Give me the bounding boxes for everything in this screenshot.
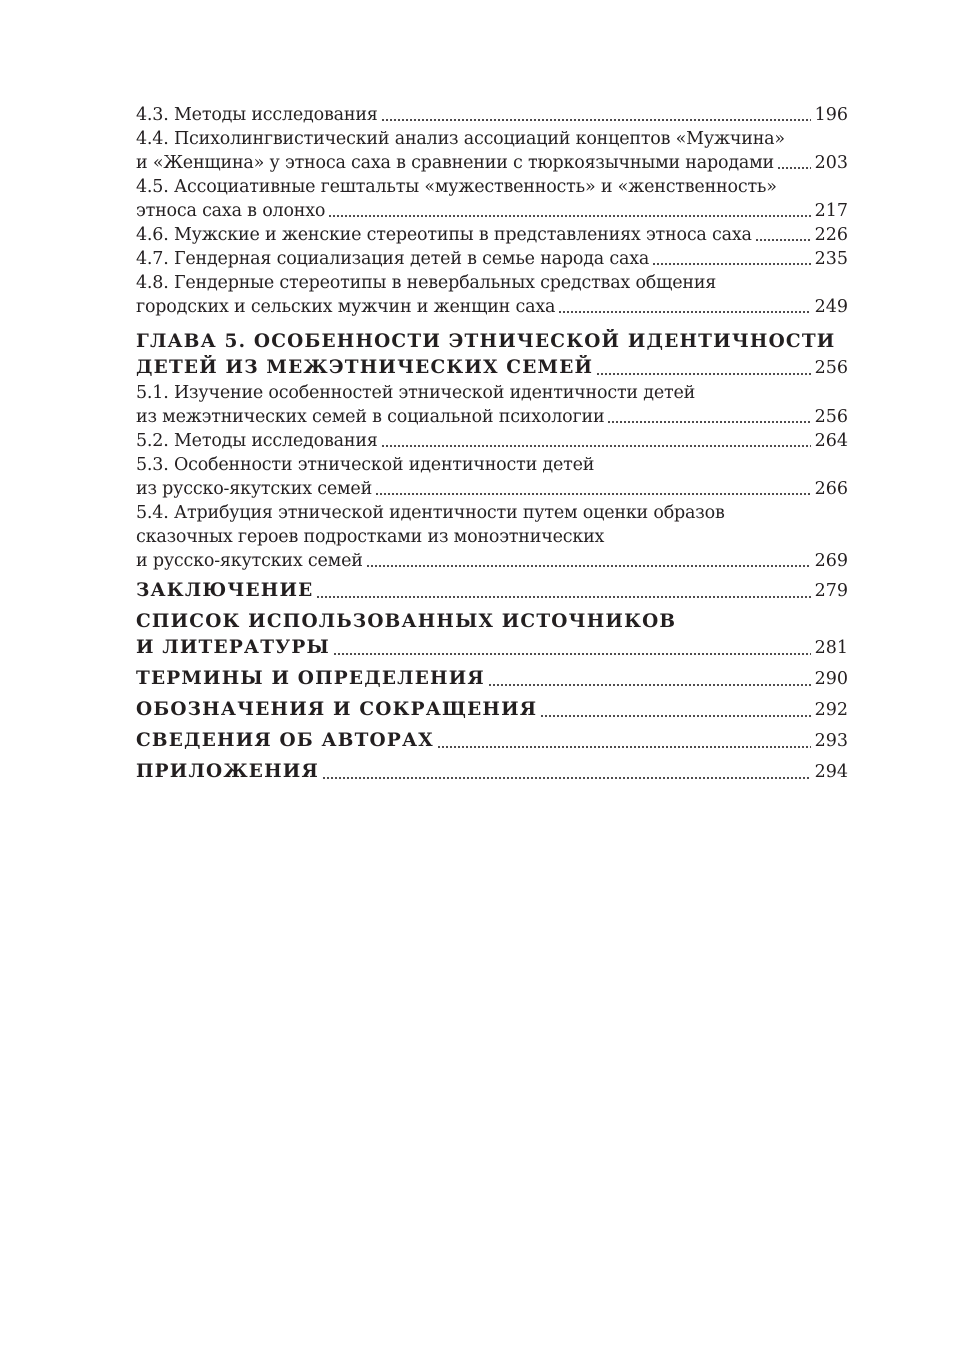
toc-entry-line xyxy=(136,666,848,692)
toc-page-number: 279 xyxy=(814,581,848,601)
toc-entry-title: ГЛАВА 5. ОСОБЕННОСТИ ЭТНИЧЕСКОЙ ИДЕНТИЧНОСТИ xyxy=(136,331,836,352)
toc-entry-title: 4.5. Ассоциативные гештальты «мужественность» и «женственность» xyxy=(136,177,777,197)
toc-entry-title: 5.4. Атрибуция этнической идентичности путем оценки образов xyxy=(136,503,725,523)
dot-leader xyxy=(437,746,811,748)
toc-entry-title: из русско-якутских семей xyxy=(136,479,373,499)
table-of-contents xyxy=(136,103,848,785)
toc-entry-line xyxy=(136,477,848,501)
toc-chapter-entry xyxy=(136,578,848,604)
dot-leader xyxy=(596,373,810,375)
toc-chapter-entry xyxy=(136,728,848,754)
toc-page-number: 217 xyxy=(814,201,848,221)
toc-section-entry xyxy=(136,429,848,453)
toc-entry-line xyxy=(136,609,848,635)
toc-entry-title: этноса саха в олонхо xyxy=(136,201,326,221)
toc-page-number: 269 xyxy=(814,551,848,571)
toc-section-entry xyxy=(136,453,848,501)
toc-entry-title: 4.6. Мужские и женские стереотипы в представлениях этноса саха xyxy=(136,225,752,245)
toc-page-number: 294 xyxy=(814,762,848,782)
toc-entry-line xyxy=(136,175,848,199)
toc-section-entry xyxy=(136,103,848,127)
toc-entry-line xyxy=(136,103,848,127)
toc-entry-title: 5.2. Методы исследования xyxy=(136,431,378,451)
toc-entry-title: 5.1. Изучение особенностей этнической идентичности детей xyxy=(136,383,696,403)
toc-entry-line xyxy=(136,405,848,429)
toc-entry-title: и «Женщина» у этноса саха в сравнении с тюркоязычными народами xyxy=(136,153,775,173)
toc-page-number: 264 xyxy=(814,431,848,451)
toc-chapter-entry xyxy=(136,329,848,381)
toc-entry-line xyxy=(136,355,848,381)
toc-section-entry xyxy=(136,247,848,271)
toc-entry-line xyxy=(136,635,848,661)
toc-page-number: 266 xyxy=(814,479,848,499)
toc-entry-title: 5.3. Особенности этнической идентичности детей xyxy=(136,455,595,475)
toc-entry-line xyxy=(136,151,848,175)
dot-leader xyxy=(558,311,810,313)
dot-leader xyxy=(652,263,810,265)
toc-section-entry xyxy=(136,223,848,247)
toc-page-number: 203 xyxy=(814,153,848,173)
toc-chapter-entry xyxy=(136,609,848,661)
toc-entry-title: 4.8. Гендерные стереотипы в невербальных средствах общения xyxy=(136,273,717,293)
toc-entry-line xyxy=(136,697,848,723)
toc-section-entry xyxy=(136,501,848,573)
toc-page-number: 196 xyxy=(814,105,848,125)
toc-entry-line xyxy=(136,329,848,355)
dot-leader xyxy=(381,445,811,447)
toc-page-number: 293 xyxy=(814,731,848,751)
toc-page-number: 256 xyxy=(814,407,848,427)
toc-entry-line xyxy=(136,295,848,319)
toc-entry-line xyxy=(136,247,848,271)
toc-page-number: 256 xyxy=(814,358,848,378)
toc-entry-title: ДЕТЕЙ ИЗ МЕЖЭТНИЧЕСКИХ СЕМЕЙ xyxy=(136,357,594,378)
toc-entry-title: 4.7. Гендерная социализация детей в семье народа саха xyxy=(136,249,650,269)
dot-leader xyxy=(755,239,811,241)
toc-entry-title: ТЕРМИНЫ И ОПРЕДЕЛЕНИЯ xyxy=(136,668,485,689)
dot-leader xyxy=(540,715,810,717)
toc-entry-title: сказочных героев подростками из моноэтнических xyxy=(136,527,605,547)
toc-page-number: 292 xyxy=(814,700,848,720)
dot-leader xyxy=(777,167,811,169)
toc-entry-line xyxy=(136,501,848,525)
dot-leader xyxy=(381,119,811,121)
toc-entry-line xyxy=(136,759,848,785)
toc-entry-title: ЗАКЛЮЧЕНИЕ xyxy=(136,580,314,601)
toc-entry-line xyxy=(136,271,848,295)
toc-entry-title: СВЕДЕНИЯ ОБ АВТОРАХ xyxy=(136,730,434,751)
toc-section-entry xyxy=(136,271,848,319)
dot-leader xyxy=(322,777,811,779)
toc-section-entry xyxy=(136,127,848,175)
toc-entry-title: 4.4. Психолингвистический анализ ассоциаций концептов «Мужчина» xyxy=(136,129,785,149)
toc-entry-title: городских и сельских мужчин и женщин саха xyxy=(136,297,556,317)
toc-entry-line xyxy=(136,453,848,477)
toc-page-number: 281 xyxy=(814,638,848,658)
toc-entry-title: И ЛИТЕРАТУРЫ xyxy=(136,637,330,658)
dot-leader xyxy=(607,421,810,423)
toc-entry-title: и русско-якутских семей xyxy=(136,551,363,571)
toc-entry-line xyxy=(136,578,848,604)
toc-chapter-entry xyxy=(136,666,848,692)
toc-chapter-entry xyxy=(136,697,848,723)
toc-entry-line xyxy=(136,549,848,573)
toc-entry-line xyxy=(136,223,848,247)
toc-section-entry xyxy=(136,175,848,223)
toc-section-entry xyxy=(136,381,848,429)
dot-leader xyxy=(328,215,810,217)
toc-entry-title: из межэтнических семей в социальной психологии xyxy=(136,407,605,427)
toc-entry-line xyxy=(136,429,848,453)
toc-entry-title: СПИСОК ИСПОЛЬЗОВАННЫХ ИСТОЧНИКОВ xyxy=(136,611,677,632)
toc-entry-line xyxy=(136,381,848,405)
toc-entry-title: ПРИЛОЖЕНИЯ xyxy=(136,761,319,782)
dot-leader xyxy=(333,653,811,655)
toc-page-number: 235 xyxy=(814,249,848,269)
toc-entry-line xyxy=(136,127,848,151)
dot-leader xyxy=(375,493,811,495)
toc-entry-line xyxy=(136,728,848,754)
dot-leader xyxy=(488,684,811,686)
dot-leader xyxy=(316,596,810,598)
toc-page-number: 226 xyxy=(814,225,848,245)
toc-page-number: 290 xyxy=(814,669,848,689)
dot-leader xyxy=(366,565,811,567)
toc-entry-title: ОБОЗНАЧЕНИЯ И СОКРАЩЕНИЯ xyxy=(136,699,538,720)
toc-page-number: 249 xyxy=(814,297,848,317)
toc-entry-title: 4.3. Методы исследования xyxy=(136,105,378,125)
toc-chapter-entry xyxy=(136,759,848,785)
toc-entry-line xyxy=(136,525,848,549)
toc-entry-line xyxy=(136,199,848,223)
